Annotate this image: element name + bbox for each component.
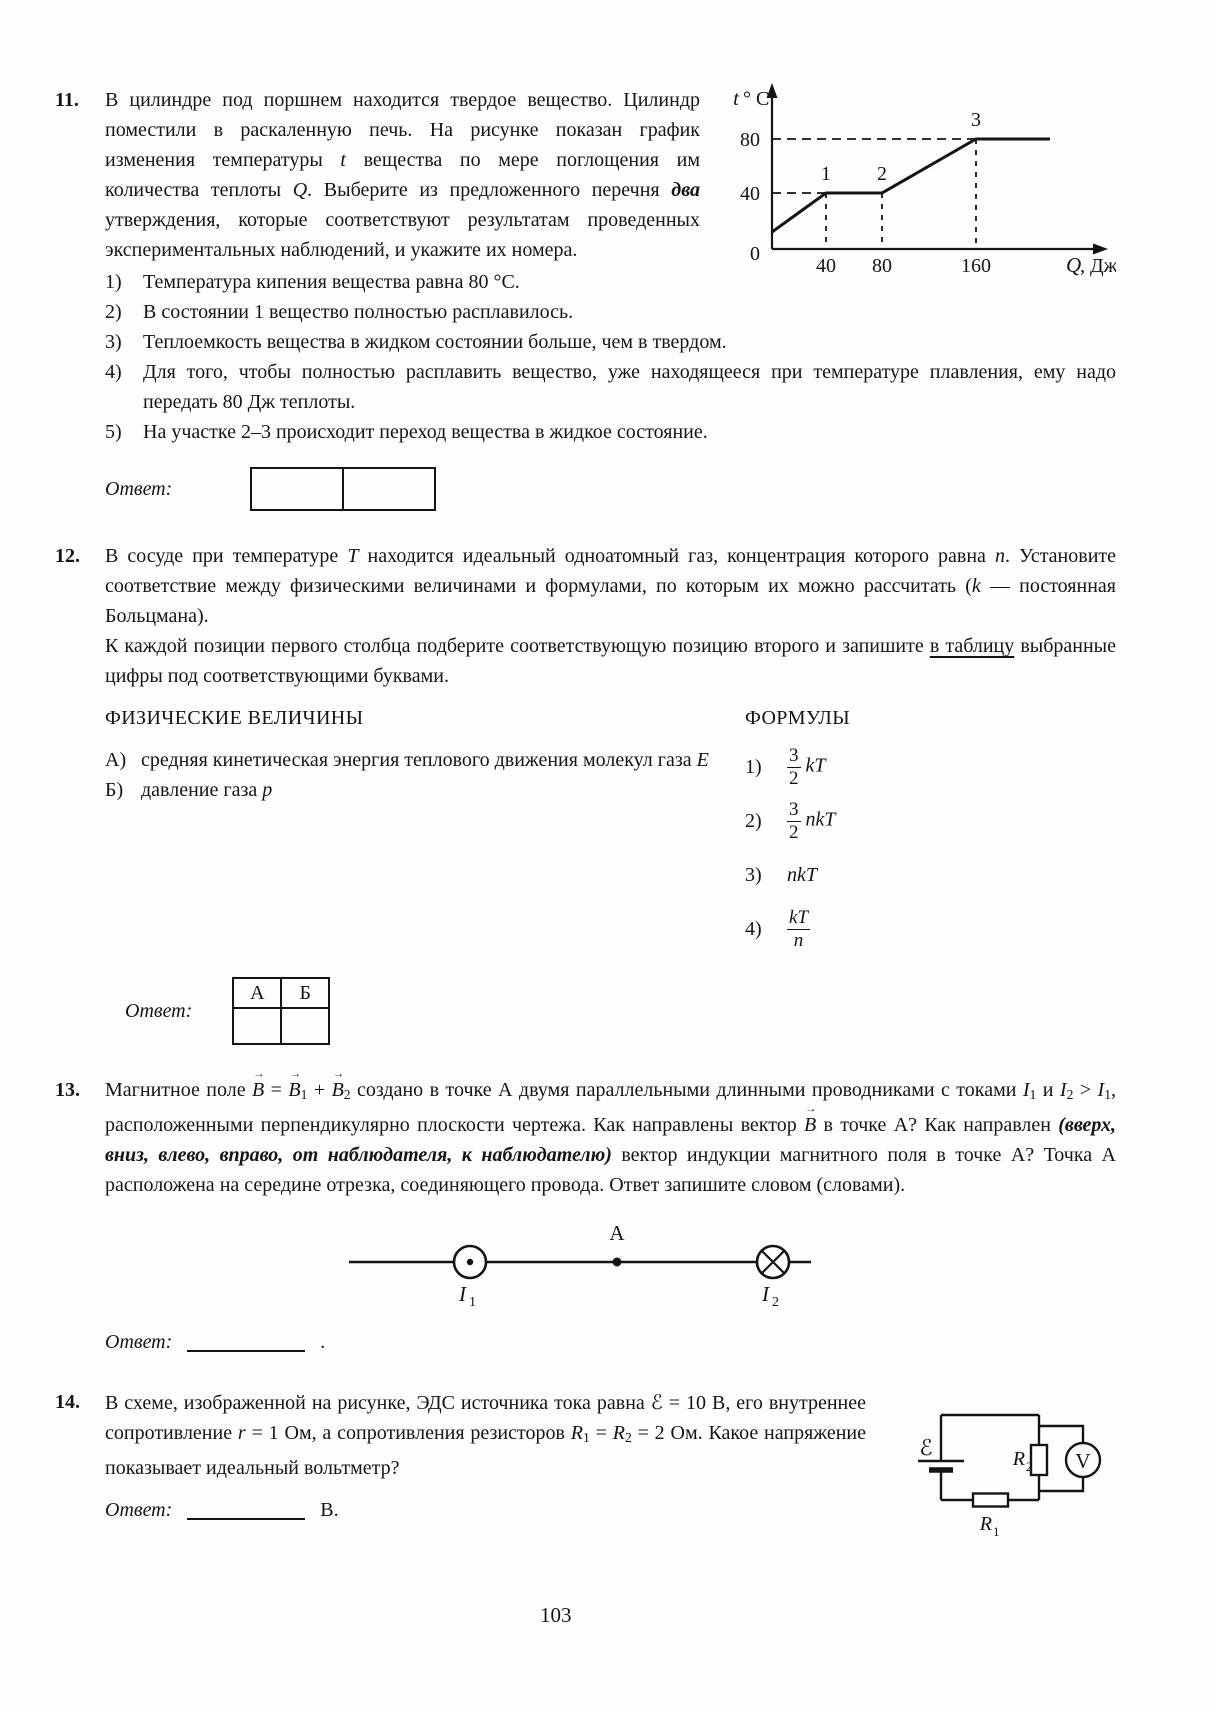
- x-axis-label-unit: , Дж: [1080, 255, 1116, 277]
- option-4-number: 4): [105, 361, 122, 383]
- quantities-header: ФИЗИЧЕСКИЕ ВЕЛИЧИНЫ: [105, 707, 364, 729]
- problem-12-text: В сосуде при температуре T находится идеальный одноатомный газ, концентрация которого равна n. Установите соответствие между физическими величинами и формулами, по которым их можно рассчитать (k — постоянная Больцмана).: [105, 545, 1117, 627]
- y-tick-40: 40: [740, 183, 760, 205]
- problem-14-row: [105, 1387, 1116, 1554]
- current-1-label: I: [459, 1281, 466, 1306]
- option-2-text: В состоянии 1 вещество полностью расплавилось.: [143, 301, 574, 323]
- answer-cell-11-1[interactable]: [251, 468, 343, 510]
- quantities-column: [105, 703, 745, 961]
- option-4-text: Для того, чтобы полностью расплавить вещество, уже находящееся при температуре плавления, ему надо передать 80 Дж теплоты.: [143, 361, 1116, 413]
- problem-14: [55, 1387, 1116, 1554]
- x-axis-label-var: Q: [1066, 253, 1082, 277]
- resistor-r2-sub: 2: [1026, 1458, 1033, 1474]
- answer-label-12: Ответ:: [125, 1000, 193, 1022]
- point-label-2: 2: [877, 163, 887, 185]
- answer-cell-12-b[interactable]: [281, 1008, 329, 1044]
- problem-12: [55, 541, 1116, 1045]
- answer-cell-11-2[interactable]: [343, 468, 435, 510]
- option-2-number: 2): [105, 301, 122, 323]
- quantity-item-a-text: средняя кинетическая энергия теплового движения молекул газа E: [141, 749, 709, 771]
- point-a-dot: [613, 1257, 622, 1266]
- x-tick-80: 80: [872, 255, 892, 277]
- voltmeter-label: V: [1075, 1448, 1091, 1473]
- formula-1-value: $\frac{3}{2}$ kT: [789, 745, 826, 789]
- formula-2-value: $\frac{3}{2}$ nkT: [789, 799, 836, 843]
- formula-1-number: 1): [745, 756, 762, 778]
- option-3-text: Теплоемкость вещества в жидком состоянии больше, чем в твердом.: [143, 331, 727, 353]
- option-4: [105, 357, 1116, 417]
- answer-table-header-a: А: [233, 978, 281, 1008]
- circuit-figure: [866, 1373, 1116, 1554]
- option-1-text: Температура кипения вещества равна 80 °C.: [143, 271, 520, 293]
- heating-curve-chart: [714, 79, 1116, 279]
- current-2-sub: 2: [772, 1294, 779, 1306]
- y-axis-label-var: t: [733, 86, 739, 110]
- resistor-r2-box: [1031, 1445, 1047, 1475]
- two-wires-diagram: [345, 1214, 1116, 1315]
- answer-table-12: [232, 977, 330, 1045]
- x-tick-40: 40: [816, 255, 836, 277]
- resistor-r1-label: R: [979, 1512, 992, 1535]
- heating-curve-line: [772, 139, 1050, 232]
- point-label-3: 3: [971, 109, 981, 131]
- quantity-item-a: [105, 745, 745, 775]
- origin-label: 0: [750, 243, 760, 265]
- answer-suffix-13: .: [320, 1330, 326, 1353]
- option-5: [105, 417, 1116, 447]
- option-1: [105, 267, 700, 297]
- quantity-item-b-text: давление газа p: [141, 779, 273, 801]
- resistor-r2-label: R: [1012, 1447, 1025, 1470]
- problem-14-number: 14.: [55, 1390, 80, 1413]
- formula-2-number: 2): [745, 810, 762, 832]
- y-axis-label-unit: ° C: [743, 88, 770, 110]
- formula-4-value: $\frac{kT}{n}$: [789, 907, 808, 951]
- answer-blank-13[interactable]: [187, 1350, 305, 1352]
- problem-11-text: В цилиндре под поршнем находится твердое вещество. Цилиндр поместили в раскаленную печь. На рисунке показан график изменения температуры t вещества по мере поглощения им количества теплоты Q. Выберите из предложенного перечня два утверждения, которые соответствуют результатам проведенных экспериментальных наблюдений, и укажите их номера.: [105, 89, 700, 261]
- circuit-svg: [876, 1373, 1116, 1545]
- quantity-item-b: [105, 775, 745, 805]
- formula-3-value: nkT: [787, 864, 817, 886]
- answer-row-13: [105, 1327, 1116, 1357]
- heating-curve-figure: [714, 79, 1116, 288]
- option-5-text: На участке 2–3 происходит переход вещества в жидкое состояние.: [143, 421, 708, 443]
- quantity-item-a-label: А): [105, 749, 127, 771]
- answer-label-14: Ответ:: [105, 1498, 173, 1521]
- answer-suffix-14: В.: [320, 1498, 339, 1521]
- wire-1-dot: [467, 1259, 473, 1265]
- answer-box-11: [250, 467, 436, 511]
- formula-3-number: 3): [745, 864, 762, 886]
- option-3: [105, 327, 1116, 357]
- resistor-r1-sub: 1: [993, 1523, 1000, 1539]
- problem-11: [55, 85, 1116, 511]
- problem-14-text: В схеме, изображенной на рисунке, ЭДС источника тока равна ℰ = 10 В, его внутреннее сопротивление r = 1 Ом, а сопротивления резисторов R1 = R2 = 2 Ом. Какое напряжение показывает идеальный вольтметр?: [105, 1389, 867, 1479]
- option-5-number: 5): [105, 421, 122, 443]
- answer-label-13: Ответ:: [105, 1330, 173, 1353]
- x-tick-160: 160: [961, 255, 991, 277]
- problem-11-options: [105, 267, 1116, 447]
- answer-table-header-b: Б: [281, 978, 329, 1008]
- y-tick-80: 80: [740, 129, 760, 151]
- x-axis-arrow: [1093, 244, 1108, 255]
- quantity-item-b-label: Б): [105, 779, 124, 801]
- matching-columns: [105, 703, 1116, 961]
- problem-13-text: Магнитное поле B → = B →1 + B →2 создано в точке А двумя параллельными длинными проводниками с токами I1 и I2 > I1, расположенными перпендикулярно плоскости чертежа. Как направлены вектор B → в точке А? Как направлен (вверх, вниз, влево, вправо, от наблюдателя, к наблюдателю) вектор индукции магнитного поля в точке А? Точка А расположена на середине отрезка, соединяющего провода. Ответ запишите словом (словами).: [105, 1075, 1116, 1200]
- resistor-r1-box: [973, 1493, 1008, 1506]
- current-2-label: I: [762, 1281, 769, 1306]
- current-1-sub: 1: [469, 1294, 476, 1306]
- formula-4-number: 4): [745, 918, 762, 940]
- answer-row-11: [105, 467, 1116, 511]
- two-wires-svg: [345, 1214, 815, 1306]
- answer-blank-14[interactable]: [187, 1518, 305, 1520]
- problem-11-number: 11.: [55, 89, 79, 111]
- emf-label: ℰ: [919, 1435, 933, 1461]
- answer-row-14: [105, 1495, 866, 1525]
- option-1-number: 1): [105, 271, 122, 293]
- formulas-header: ФОРМУЛЫ: [745, 707, 851, 729]
- problem-13-number: 13.: [55, 1079, 80, 1101]
- page-number: 103: [540, 1603, 572, 1627]
- point-label-1: 1: [821, 163, 831, 185]
- option-3-number: 3): [105, 331, 122, 353]
- formulas-column: [745, 703, 1116, 961]
- problem-12-number: 12.: [55, 545, 80, 567]
- formula-1: [745, 745, 1116, 789]
- formula-4: [745, 907, 1116, 951]
- problem-13: [55, 1075, 1116, 1357]
- formula-2: [745, 799, 1116, 843]
- answer-label-11: Ответ:: [105, 478, 173, 500]
- option-2: [105, 297, 1116, 327]
- point-a-label: A: [609, 1220, 625, 1245]
- problem-12-instruction: К каждой позиции первого столбца подберите соответствующую позицию второго и запишите в таблицу выбранные цифры под соответствующими буквами.: [105, 635, 1117, 687]
- answer-cell-12-a[interactable]: [233, 1008, 281, 1044]
- formula-3: [745, 853, 1116, 897]
- answer-row-12: [125, 977, 1116, 1045]
